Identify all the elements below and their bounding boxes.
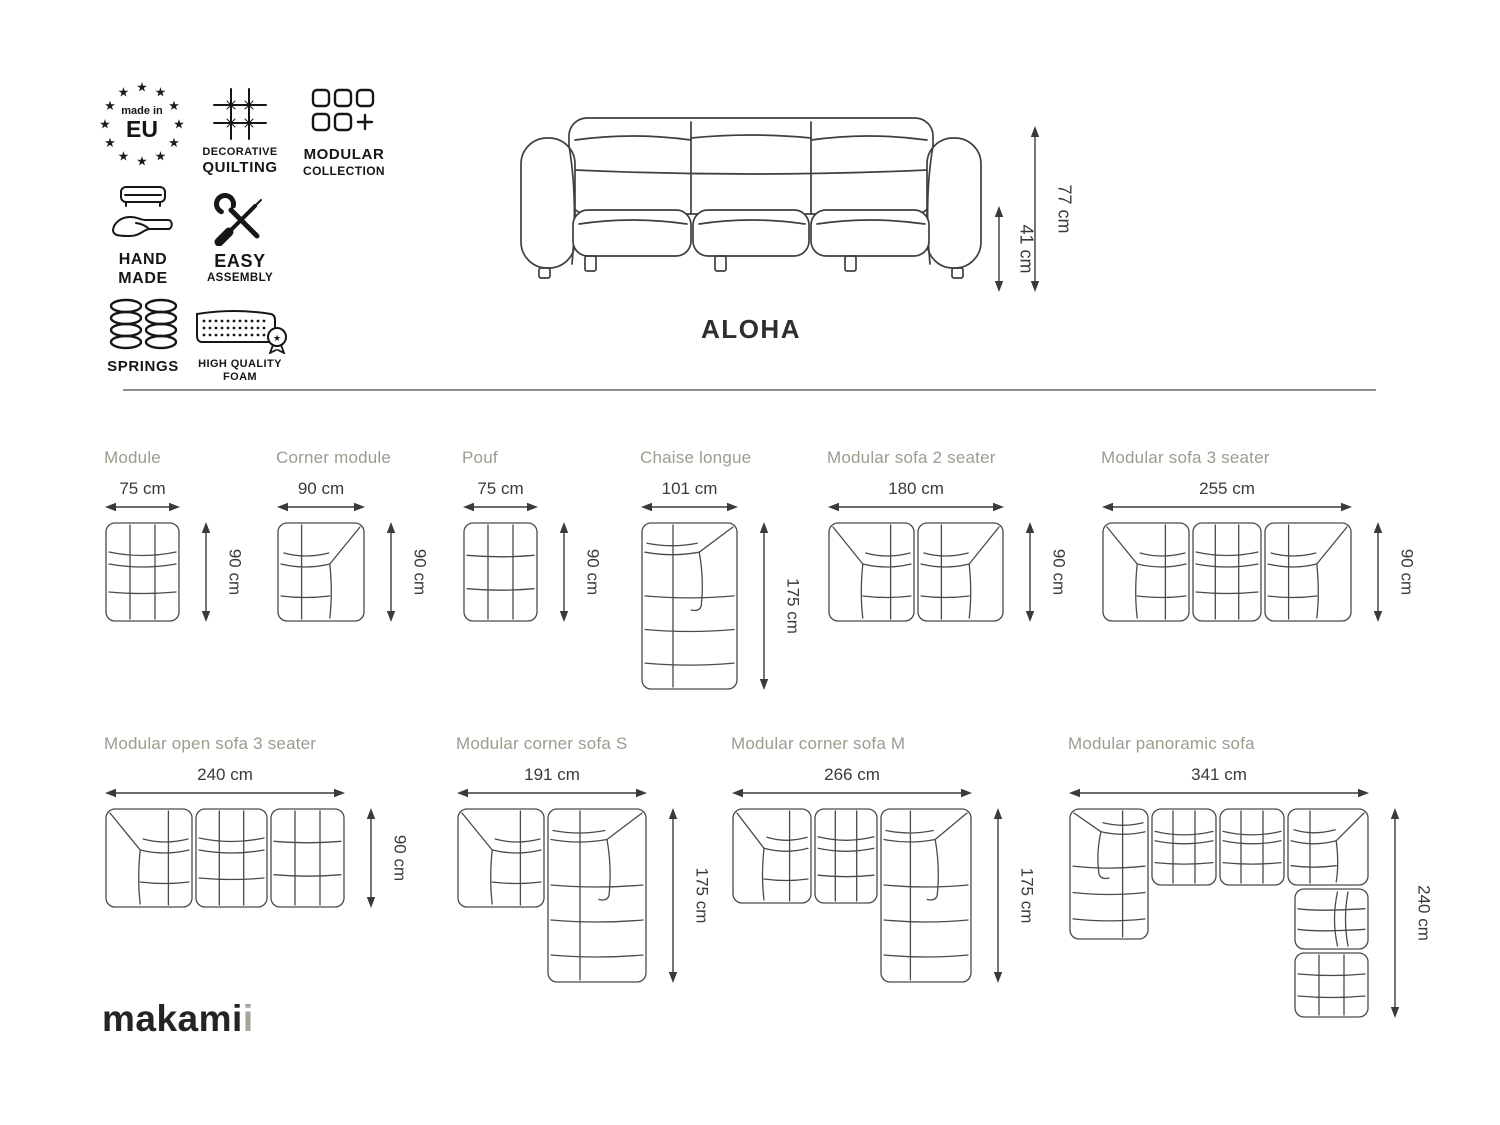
svg-text:175 cm: 175 cm (1017, 867, 1037, 924)
section-divider (123, 389, 1376, 391)
modular-squares-icon (311, 88, 377, 140)
sofa-3-seater-top-view-diagram (1101, 474, 1435, 630)
made-in-label: made in (121, 105, 163, 118)
sofa-height-dimensions (985, 110, 1090, 302)
panoramic-sofa-top-view-diagram (1068, 760, 1452, 1026)
module-top-view-diagram (104, 474, 263, 630)
svg-text:90 cm: 90 cm (1397, 548, 1417, 596)
svg-text:77 cm: 77 cm (1054, 184, 1075, 234)
svg-text:266 cm: 266 cm (824, 765, 880, 784)
svg-text:★: ★ (173, 116, 185, 132)
eu-badge-text (96, 78, 188, 170)
badge-label-line1: DECORATIVE (202, 146, 278, 158)
badge-label-line2: ASSEMBLY (206, 272, 274, 285)
svg-text:★: ★ (154, 84, 167, 100)
svg-text:101 cm: 101 cm (661, 479, 718, 498)
foam-medal-icon (189, 304, 291, 354)
product-title: Modular sofa 3 seater (1101, 448, 1270, 467)
product-title: Modular open sofa 3 seater (104, 734, 317, 753)
product-modular-open-sofa-3-seater (104, 734, 428, 916)
svg-text:★: ★ (168, 98, 180, 114)
quilting-grid-icon (213, 88, 267, 140)
badge-label-line2: FOAM (223, 370, 257, 383)
badge-hand-made (106, 186, 180, 289)
product-title: Chaise longue (640, 448, 752, 467)
tools-icon (211, 190, 269, 246)
badge-decorative-quilting (202, 88, 278, 177)
svg-text:175 cm: 175 cm (783, 578, 803, 634)
svg-text:★: ★ (117, 148, 130, 164)
product-modular-sofa-3-seater (1101, 448, 1435, 630)
svg-text:75 cm: 75 cm (477, 479, 524, 498)
svg-text:90 cm: 90 cm (410, 548, 430, 596)
badge-label-line1: EASY (214, 251, 266, 271)
svg-text:240 cm: 240 cm (1414, 885, 1434, 941)
sofa-front-view-illustration (515, 114, 987, 286)
product-title: Corner module (276, 448, 392, 467)
svg-text:180 cm: 180 cm (888, 479, 944, 498)
svg-text:240 cm: 240 cm (197, 765, 253, 784)
badge-easy-assembly (202, 190, 278, 286)
badge-modular-collection (300, 88, 388, 178)
product-modular-sofa-2-seater (827, 448, 1087, 630)
product-title: Modular corner sofa S (456, 734, 628, 753)
svg-text:255 cm: 255 cm (1199, 479, 1255, 498)
springs-icon (107, 298, 179, 350)
product-modular-corner-sofa-s (456, 734, 730, 991)
svg-text:★: ★ (168, 135, 180, 151)
badge-label-line2: QUILTING (202, 158, 278, 176)
svg-text:175 cm: 175 cm (692, 867, 712, 924)
svg-text:★: ★ (136, 79, 148, 95)
svg-text:191 cm: 191 cm (524, 765, 580, 784)
logo-text-gray: i (242, 998, 254, 1039)
svg-text:90 cm: 90 cm (297, 479, 345, 498)
pouf-top-view-diagram (462, 474, 621, 630)
corner-module-top-view-diagram (276, 474, 448, 630)
product-modular-panoramic-sofa (1068, 734, 1452, 1026)
sofa-2-seater-top-view-diagram (827, 474, 1087, 630)
chaise-longue-top-view-diagram (640, 474, 821, 698)
svg-text:★: ★ (104, 135, 116, 151)
product-title: Modular corner sofa M (731, 734, 906, 753)
product-modular-corner-sofa-m (731, 734, 1055, 991)
svg-text:90 cm: 90 cm (390, 834, 410, 882)
foam-dots (203, 320, 266, 337)
svg-text:★: ★ (136, 153, 148, 169)
product-title: Modular panoramic sofa (1068, 734, 1255, 753)
svg-text:341 cm: 341 cm (1191, 765, 1247, 784)
corner-sofa-s-top-view-diagram (456, 760, 730, 991)
product-corner-module (276, 448, 448, 630)
badge-label-line1: SPRINGS (107, 358, 179, 375)
hand-sofa-icon (109, 186, 177, 244)
svg-text:90 cm: 90 cm (583, 548, 603, 596)
open-sofa-3-seater-top-view-diagram (104, 760, 428, 916)
eu-label: EU (126, 116, 158, 143)
svg-text:★: ★ (154, 148, 167, 164)
badge-label-line2: COLLECTION (303, 163, 385, 178)
product-title: Pouf (462, 448, 498, 467)
badge-label-line1: HAND (118, 251, 168, 268)
badge-label-line1: MODULAR (303, 146, 385, 163)
svg-text:★: ★ (99, 116, 111, 132)
svg-text:★: ★ (104, 98, 116, 114)
svg-text:90 cm: 90 cm (1049, 548, 1069, 596)
svg-text:★: ★ (272, 333, 282, 343)
product-chaise-longue (640, 448, 821, 698)
product-title: Modular sofa 2 seater (827, 448, 996, 467)
badge-label-line1: HIGH QUALITY (198, 358, 282, 370)
badge-label-line2: MADE (118, 269, 168, 287)
badge-high-quality-foam (188, 304, 292, 384)
brand-logo (102, 998, 254, 1040)
product-title: Module (104, 448, 161, 467)
product-module (104, 448, 263, 630)
svg-text:★: ★ (117, 84, 130, 100)
svg-text:41 cm: 41 cm (1016, 224, 1037, 274)
badge-springs (106, 298, 180, 376)
svg-text:90 cm: 90 cm (225, 548, 245, 596)
collection-title: ALOHA (701, 314, 801, 344)
corner-sofa-m-top-view-diagram (731, 760, 1055, 991)
logo-text-dark: makami (102, 998, 243, 1039)
badge-made-in-eu (96, 78, 188, 170)
svg-text:75 cm: 75 cm (119, 479, 166, 498)
product-pouf (462, 448, 621, 630)
